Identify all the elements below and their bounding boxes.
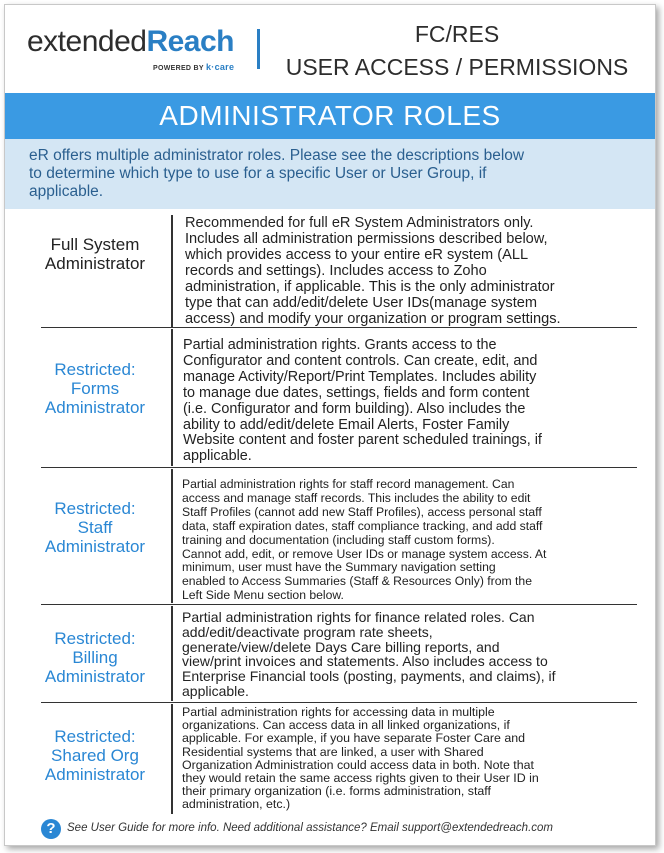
desc-line: (i.e. Configurator and form building). Also includes the — [183, 400, 526, 417]
role-name-billing — [25, 629, 165, 686]
desc-line: Partial administration rights for accessing data in multiple — [182, 705, 495, 719]
role-desc-full-system — [185, 215, 561, 327]
section-banner: ADMINISTRATOR ROLES — [5, 93, 655, 139]
column-divider — [171, 329, 173, 466]
role-desc-forms — [183, 338, 542, 465]
role-name-line: Forms — [70, 379, 120, 398]
desc-line: they would retain the same access rights given to their User ID in — [182, 771, 539, 786]
desc-line: Configurator and content controls. Can create, edit, and — [183, 352, 538, 369]
desc-line: to manage due dates, settings, fields and form content — [183, 384, 530, 401]
role-desc-staff — [182, 478, 546, 603]
desc-line: Recommended for full eR System Administrators only. — [185, 215, 534, 231]
desc-line: Cannot add, edit, or remove User IDs or manage system access. At — [182, 546, 547, 561]
desc-line: records and settings). Includes access to Zoho — [185, 263, 487, 279]
role-name-line: Restricted: — [54, 499, 136, 518]
desc-line: Organization Administration could access data in both. Note that — [182, 757, 534, 772]
role-name-line: Full System — [50, 235, 140, 254]
desc-line: Partial administration rights. Grants access to the — [183, 337, 497, 353]
role-name-forms — [25, 360, 165, 417]
desc-line: Enterprise Financial tools (posting, payments, and claims), if — [182, 668, 556, 685]
column-divider — [171, 215, 173, 327]
role-desc-shared-org — [182, 706, 539, 812]
desc-line: Website content and foster parent scheduled trainings, if — [183, 432, 542, 449]
row-divider — [41, 327, 637, 328]
desc-line: view/print invoices and statements. Also includes access to — [182, 653, 548, 670]
row-divider — [41, 702, 637, 703]
desc-line: Left Side Menu section below. — [182, 588, 344, 603]
desc-line: add/edit/deactivate program rate sheets, — [182, 623, 433, 640]
row-divider — [41, 467, 637, 468]
role-name-line: Administrator — [44, 667, 146, 686]
role-name-line: Restricted: — [54, 629, 136, 648]
desc-line: Staff Profiles (cannot add new Staff Profiles), access personal staff — [182, 504, 542, 519]
desc-line: administration, etc.) — [182, 797, 291, 812]
desc-line: manage Activity/Report/Print Templates. Includes ability — [183, 368, 537, 385]
question-icon: ? — [41, 819, 61, 839]
header-title-line1: FC/RES — [414, 21, 500, 47]
desc-line: generate/view/delete Days Care billing reports, and — [182, 638, 500, 655]
desc-line: access and manage staff records. This includes the ability to edit — [182, 490, 531, 505]
intro-line: applicable. — [29, 183, 104, 200]
desc-line: ability to add/edit/delete Email Alerts, Foster Family — [183, 416, 510, 433]
header-divider — [257, 29, 260, 69]
desc-line: Includes all administration permissions described below, — [185, 231, 548, 247]
powered-by — [153, 62, 234, 72]
desc-line: organizations. Can access data in all linked organizations, if — [182, 718, 510, 733]
column-divider — [171, 606, 173, 701]
role-name-line: Shared Org — [51, 746, 139, 765]
row-divider — [41, 604, 637, 605]
desc-line: access) and modify your organization or program settings. — [185, 311, 561, 327]
role-name-line: Administrator — [44, 765, 146, 784]
desc-line: type that can add/edit/delete User IDs(manage system — [185, 295, 538, 311]
desc-line: applicable. — [182, 682, 249, 699]
intro-text — [5, 139, 655, 209]
desc-line: Residential systems that are linked, a user with Shared — [182, 744, 484, 759]
logo — [27, 25, 234, 59]
role-name-line: Administrator — [44, 398, 146, 417]
desc-line: which provides access to your entire eR system (ALL — [185, 247, 529, 263]
role-name-line: Restricted: — [54, 727, 136, 746]
role-name-line: Administrator — [44, 537, 146, 556]
footer-text: See User Guide for more info. Need additional assistance? Email support@extendedreach.com — [67, 822, 553, 834]
footer — [5, 815, 655, 845]
logo-extended: extended — [27, 25, 147, 58]
desc-line: applicable. For example, if you have separate Foster Care and — [182, 731, 525, 746]
role-name-line: Billing — [72, 648, 118, 667]
desc-line: Partial administration rights for finance related roles. Can — [182, 609, 535, 625]
desc-line: applicable. — [183, 448, 252, 465]
role-name-full-system — [25, 235, 165, 273]
document-page — [4, 4, 656, 846]
desc-line: administration, if applicable. This is the only administrator — [185, 279, 555, 295]
role-name-shared-org — [25, 727, 165, 784]
desc-line: their primary organization (i.e. forms administration, staff — [182, 784, 491, 799]
role-desc-billing — [182, 610, 556, 699]
desc-line: data, staff expiration dates, staff compliance tracking, and add staff — [182, 518, 543, 533]
desc-line: Partial administration rights for staff record management. Can — [182, 477, 515, 491]
intro-line: eR offers multiple administrator roles. Please see the descriptions below — [29, 147, 525, 164]
powered-brand: k·care — [205, 62, 235, 72]
intro-line: to determine which type to use for a specific User or User Group, if — [29, 165, 487, 182]
powered-by-text: POWERED BY — [153, 65, 204, 72]
logo-reach: Reach — [146, 25, 234, 58]
role-name-line: Staff — [77, 518, 113, 537]
role-name-line: Restricted: — [54, 360, 136, 379]
header-title-line2: USER ACCESS / PERMISSIONS — [285, 54, 629, 80]
header — [5, 5, 655, 93]
column-divider — [171, 469, 173, 603]
desc-line: enabled to Access Summaries (Staff & Resources Only) from the — [182, 574, 532, 589]
desc-line: minimum, user must have the Summary navigation setting — [182, 560, 496, 575]
column-divider — [171, 704, 173, 814]
role-name-staff — [25, 499, 165, 556]
role-name-line: Administrator — [44, 254, 146, 273]
desc-line: training and documentation (including staff custom forms). — [182, 532, 495, 547]
